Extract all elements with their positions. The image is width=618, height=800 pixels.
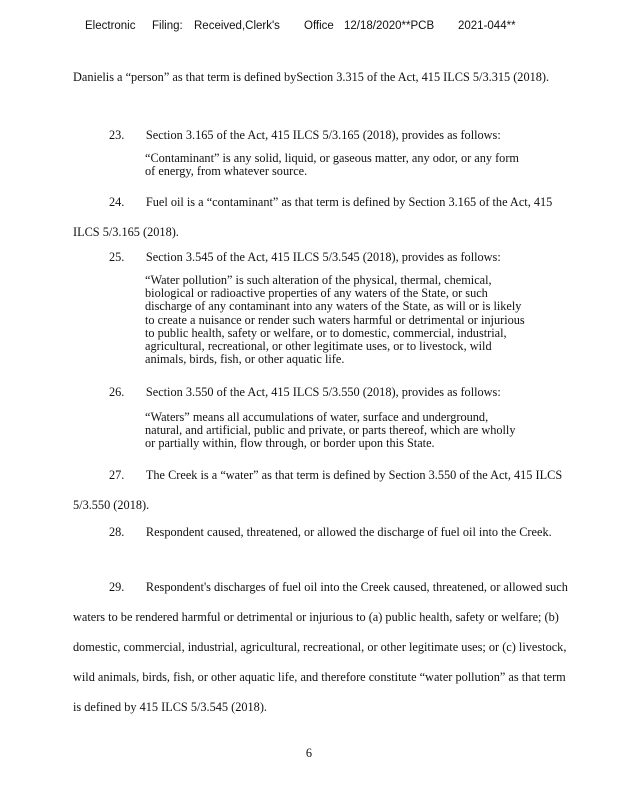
header-filing: Filing: [152, 20, 183, 32]
header-datetime: 12/18/2020**PCB [344, 20, 435, 32]
paragraph-27: 27. The Creek is a “water” as that term is defined by Section 3.550 of the Act, 415 ILCS 5/3.550 (2018). [73, 468, 563, 512]
quote-water-pollution: “Water pollution” is such alteration of the physical, thermal, chemical, biological or radioactive properties of any waters of the State, or such discharge of any contaminant into any waters of the State, as will or is likely to create a nuisance or render such waters harmful or detrimental or injurious to public health, safety or welfare, or to domestic, commercial, industrial, agricultural, recreational, or other legitimate uses, or to livestock, wild animals, birds, fish, or other aquatic life. [145, 273, 525, 367]
page-number: 6 [305, 746, 313, 760]
paragraph-continued: Danielis a “person” as that term is defined bySection 3.315 of the Act, 415 ILCS 5/3.315 (2018). [73, 70, 550, 84]
header-case-number: 2021-044** [458, 20, 516, 32]
quote-contaminant: “Contaminant” is any solid, liquid, or gaseous matter, any odor, or any form of energy, from whatever source. [145, 151, 519, 179]
quote-waters: “Waters” means all accumulations of water, surface and underground, natural, and artificial, public and private, or parts thereof, which are wholly or partially within, flow through, or border upon this State. [145, 410, 516, 451]
header-office: Office [304, 20, 334, 32]
filing-header [85, 20, 516, 32]
paragraph-29: 29. Respondent's discharges of fuel oil into the Creek caused, threatened, or allowed such waters to be rendered harmful or detrimental or injurious to (a) public health, safety or welfare; (b) domestic, commercial, industrial, agricultural, recreational, or other legitimate uses; or (c) livestock, wild animals, birds, fish, or other aquatic life, and therefore constitute “water pollution” as that term is defined by 415 ILCS 5/3.545 (2018). [73, 580, 568, 714]
header-electronic: Electronic [85, 20, 136, 32]
header-received: Received,Clerk's [194, 20, 280, 32]
paragraph-23: 23. Section 3.165 of the Act, 415 ILCS 5/3.165 (2018), provides as follows: [109, 128, 501, 142]
paragraph-26: 26. Section 3.550 of the Act, 415 ILCS 5/3.550 (2018), provides as follows: [109, 385, 501, 399]
paragraph-25: 25. Section 3.545 of the Act, 415 ILCS 5/3.545 (2018), provides as follows: [109, 250, 501, 264]
paragraph-28: 28. Respondent caused, threatened, or allowed the discharge of fuel oil into the Creek. [109, 525, 552, 539]
paragraph-24: 24. Fuel oil is a “contaminant” as that term is defined by Section 3.165 of the Act, 415 ILCS 5/3.165 (2018). [73, 195, 553, 239]
